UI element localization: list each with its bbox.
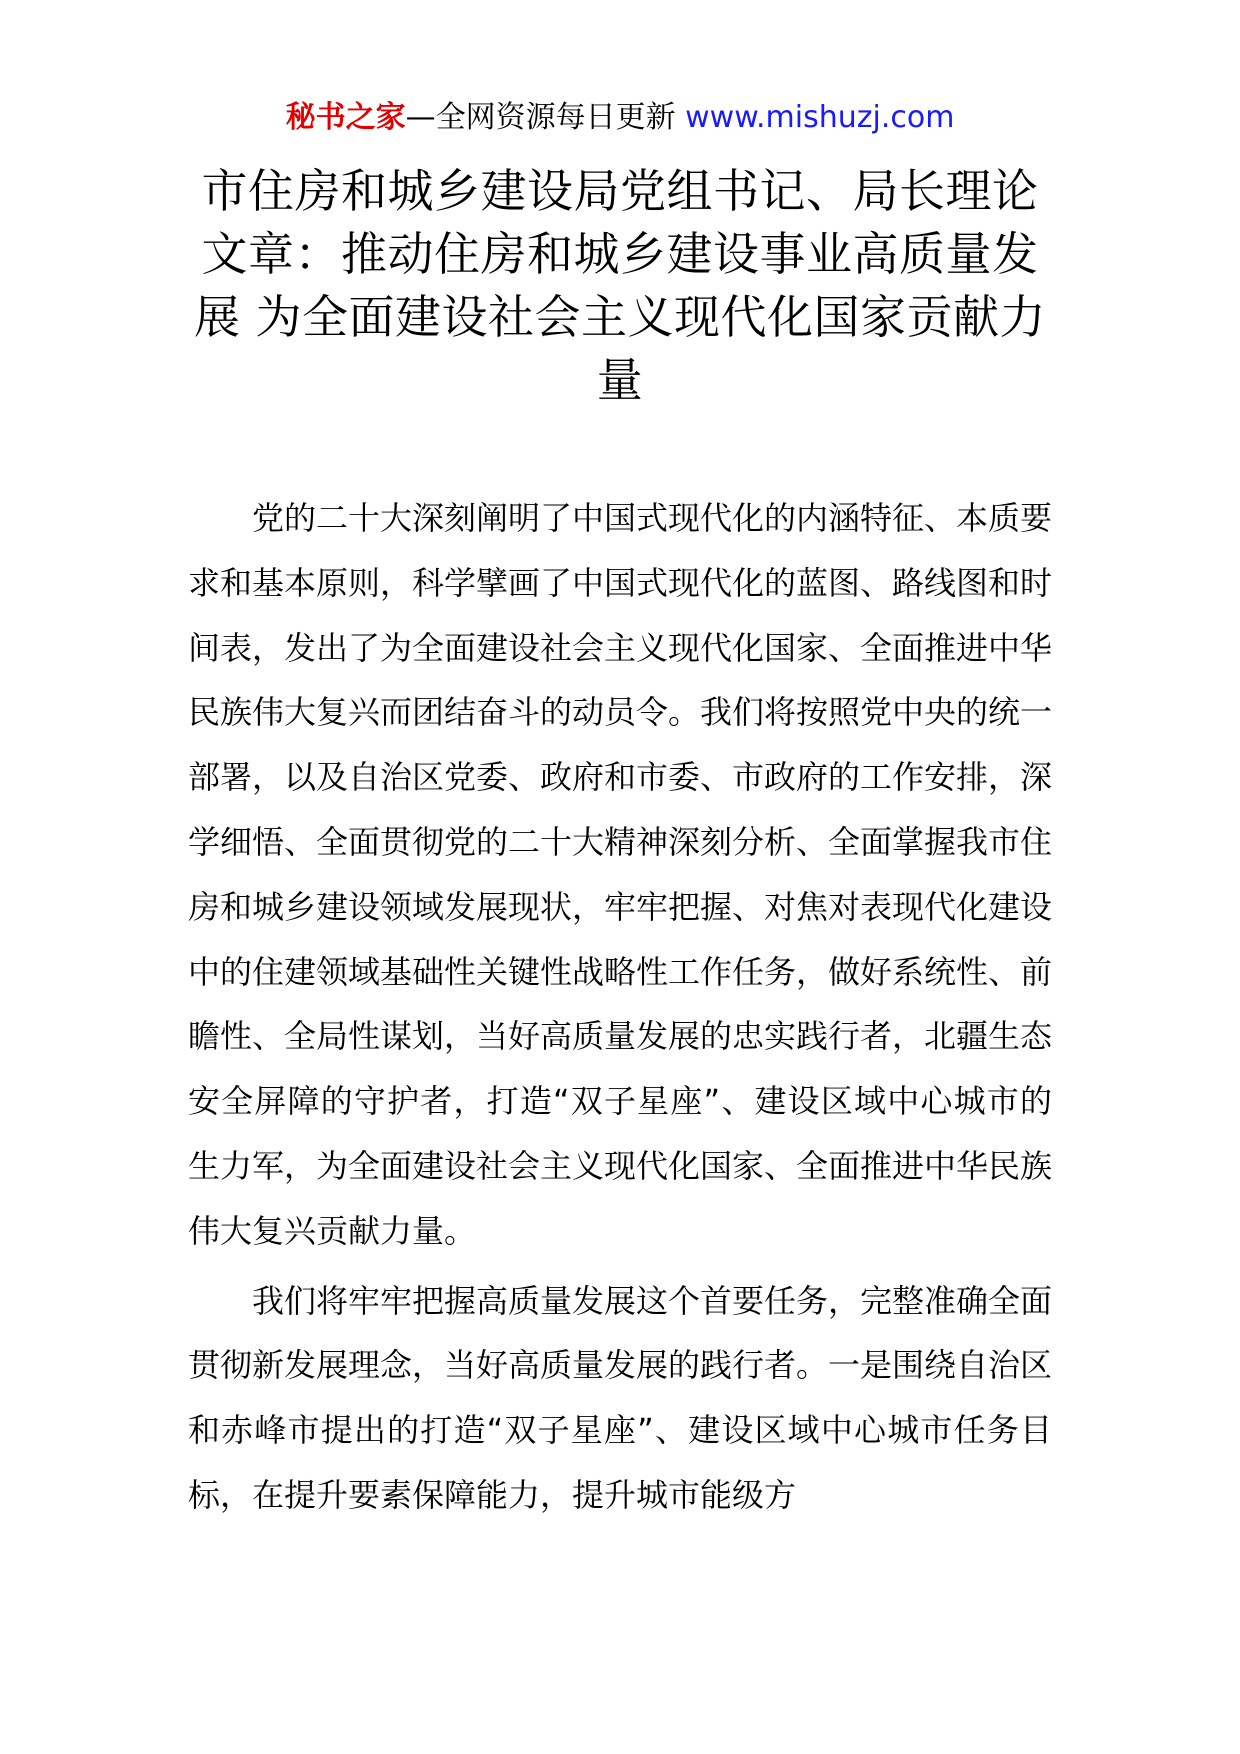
paragraph: 我们将牢牢把握高质量发展这个首要任务，完整准确全面贯彻新发展理念，当好高质量发展的践行者。一是围绕自治区和赤峰市提出的打造“双子星座”、建设区域中心城市任务目标，在提升要素保障能力，提升城市能级方 [188,1281,1053,1514]
brand-name: 秘书之家 [285,100,406,135]
article-body [188,486,1052,1533]
article-title: 市住房和城乡建设局党组书记、局长理论文章：推动住房和城乡建设事业高质量发展 为全面建设社会主义现代化国家贡献力量 [193,164,1047,407]
site-header [0,98,1240,138]
paragraph: 党的二十大深刻阐明了中国式现代化的内涵特征、本质要求和基本原则，科学擘画了中国式现代化的蓝图、路线图和时间表，发出了为全面建设社会主义现代化国家、全面推进中华民族伟大复兴而团结奋斗的动员令。我们将按照党中央的统一部署，以及自治区党委、政府和市委、市政府的工作安排，深学细悟、全面贯彻党的二十大精神深刻分析、全面掌握我市住房和城乡建设领域发展现状，牢牢把握、对焦对表现代化建设中的住建领域基础性关键性战略性工作任务，做好系统性、前瞻性、全局性谋划，当好高质量发展的忠实践行者，北疆生态安全屏障的守护者，打造“双子星座”、建设区域中心城市的生力军，为全面建设社会主义现代化国家、全面推进中华民族伟大复兴贡献力量。 [188,499,1053,1250]
site-url[interactable]: www.mishuzj.com [685,100,955,135]
header-tagline: —全网资源每日更新 [405,100,686,135]
